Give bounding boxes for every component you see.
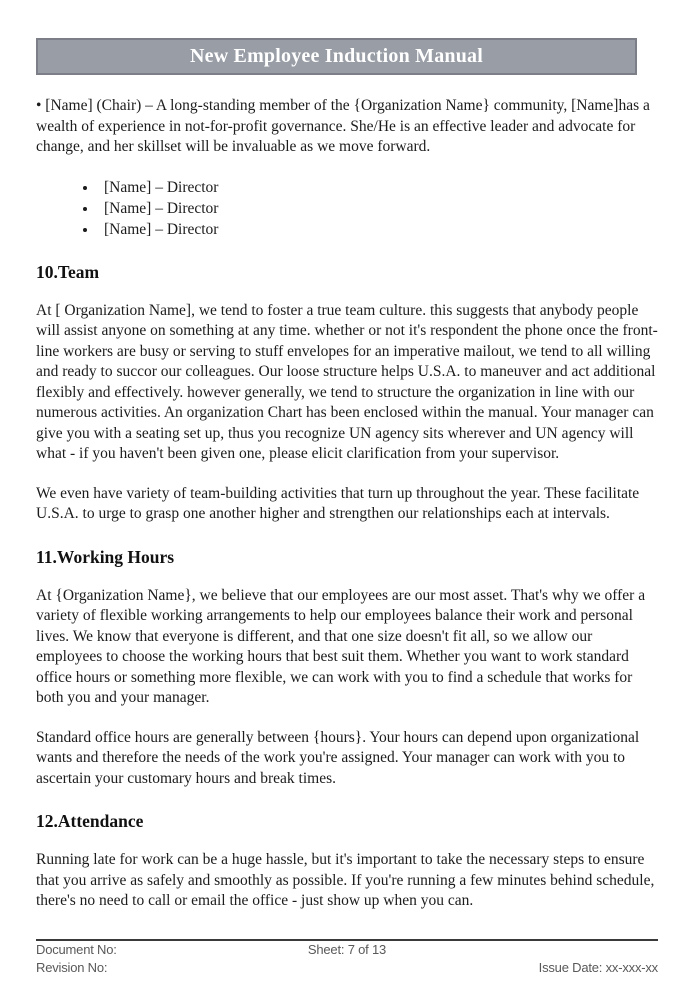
section-heading-attendance: 12.Attendance	[36, 811, 144, 831]
team-paragraph-2: We even have variety of team-building activities that turn up throughout the year. These facilitate U.S.A. to urge to grasp one another higher and strengthen our relationships each at intervals.	[36, 484, 640, 522]
section-heading-working-hours: 11.Working Hours	[36, 546, 175, 567]
working-hours-paragraph-1: At {Organization Name}, we believe that our employees are our most asset. That's why we offer a variety of flexible working arrangements to help our employees balance their work and personal lives. We know that everyone is different, and that one size doesn't fit all, so we allow our employees to choose the working hours that best suit them. Whether you want to work standard office hours or something more flexible, we can work with you to find a schedule that works for both you and your manager.	[36, 586, 646, 706]
footer-row-1	[36, 941, 658, 959]
working-hours-paragraph-2: Standard office hours are generally between {hours}. Your hours can depend upon organizational wants and therefore the needs of the work you're assigned. Your manager can work with you to ascertain your customary hours and break times.	[36, 728, 640, 787]
revision-no-label: Revision No:	[36, 960, 108, 975]
sheet-number: Sheet: 7 of 13	[307, 942, 387, 957]
director-bullet-list	[36, 177, 658, 240]
team-paragraph-1: At [ Organization Name], we tend to foster a true team culture. this suggests that anybody people will assist anyone on something at any time. whether or not it's respondent the phone once the front-line workers are busy or serving to stuff envelopes for an imperative mailout, we tend to all willing and ready to succor our colleagues. Our loose structure helps U.S.A. to maneuver and act additional flexibly and effectively. however generally, we tend to structure the organization in line with our numerous activities. An organization Chart has been enclosed within the manual. Your manager can give you with a seating set up, thus you recognize UN agency sits wherever and UN agency will what - if you haven't been given one, please elicit clarification from your supervisor.	[36, 301, 658, 462]
footer-row-2	[36, 959, 658, 977]
document-no-label: Document No:	[36, 942, 117, 957]
section-heading-team: 10.Team	[36, 261, 100, 282]
issue-date-label: Issue Date: xx-xxx-xx	[538, 960, 658, 975]
attendance-paragraph-1: Running late for work can be a huge hassle, but it's important to take the necessary steps to ensure that you arrive as safely and smoothly as possible. If you're running a few minutes behind schedule, there's no need to call or email the office - just show up when you can.	[36, 851, 655, 909]
page-footer	[36, 939, 658, 977]
chair-intro-paragraph: • [Name] (Chair) – A long-standing member of the {Organization Name} community, [Name]has a wealth of experience in not-for-profit governance. She/He is an effective leader and advocate for change, and her skillset will be invaluable as we move forward.	[36, 97, 650, 155]
list-item: • [Name] – Director	[98, 198, 658, 219]
document-title: New Employee Induction Manual	[189, 45, 484, 67]
document-title-banner	[36, 38, 637, 75]
list-item: • [Name] – Director	[98, 177, 658, 198]
footer-spacer	[451, 941, 658, 959]
footer-spacer	[243, 959, 450, 977]
list-item: • [Name] – Director	[98, 219, 658, 240]
